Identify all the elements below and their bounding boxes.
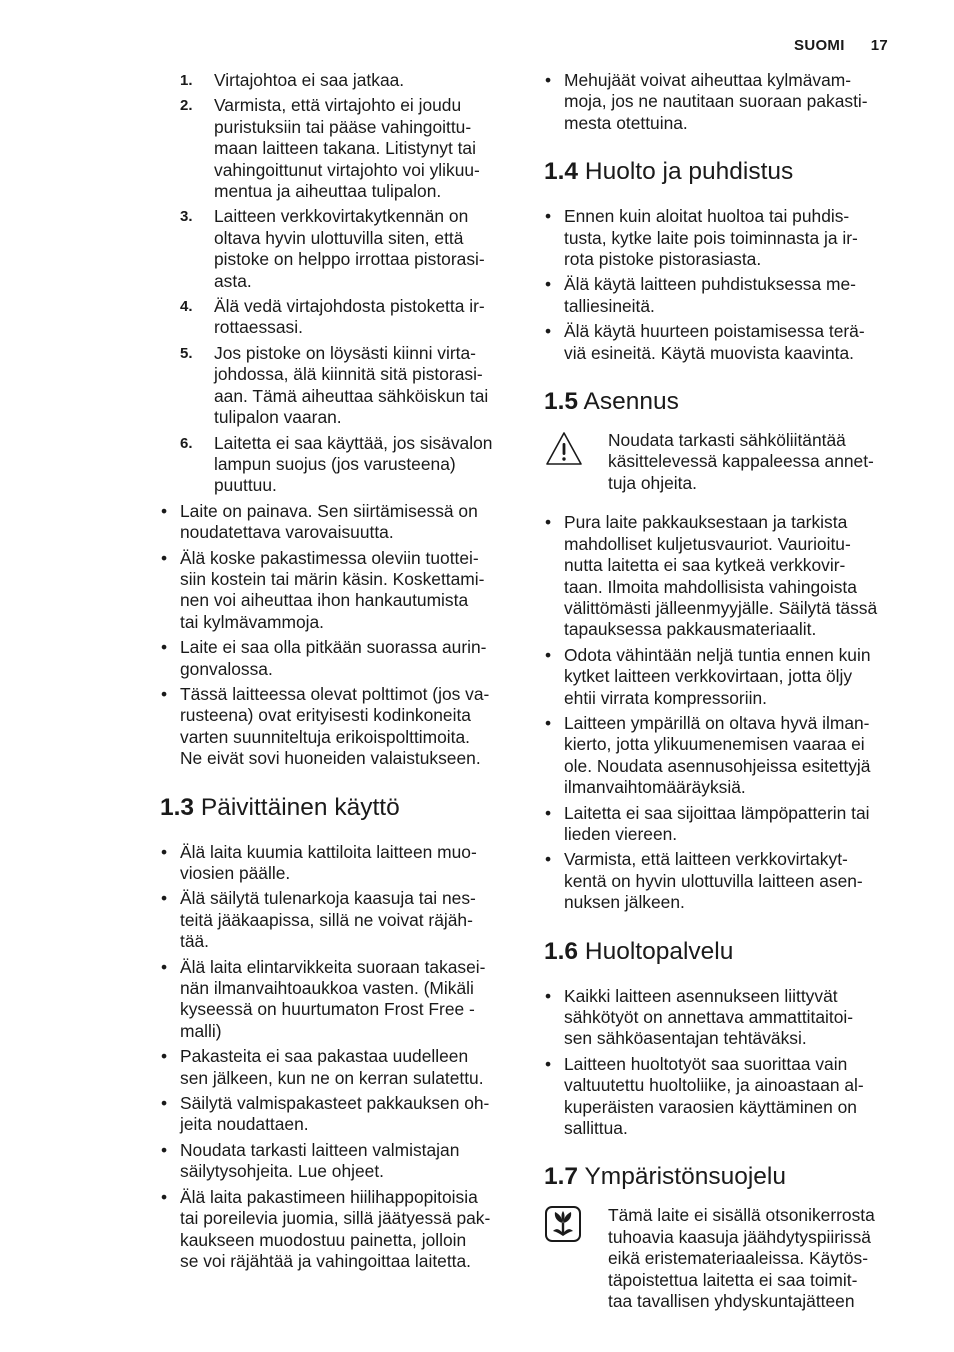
- list-item: • Odota vähintään neljä tuntia ennen kuin kytket laitteen verkkovirtaan, jotta öljy ehtii virrata kompressoriin.: [545, 644, 871, 708]
- bullet-list: [544, 206, 894, 364]
- list-item: • Noudata tarkasti laitteen valmistajan säilytysohjeita. Lue ohjeet.: [161, 1139, 460, 1182]
- list-item: • Mehujäät voivat aiheuttaa kylmävam- moja, jos ne nautitaan suoraan pakasti- mesta otettuina.: [545, 70, 868, 133]
- warning-note: Noudata tarkasti sähköliitäntää käsittelevessä kappaleessa annet- tuja ohjeita.: [544, 430, 894, 494]
- warning-triangle-icon: [544, 430, 584, 473]
- list-item: • Älä käytä laitteen puhdistuksessa me- talliesineitä.: [545, 274, 856, 316]
- list-item: • Laite ei saa olla pitkään suorassa aurin- gonvalossa.: [161, 637, 487, 679]
- section-heading-1-6: 1.6 Huoltopalvelu: [544, 937, 734, 965]
- section-heading-1-5: 1.5 Asennus: [544, 388, 679, 416]
- bullet-list: [160, 501, 510, 770]
- numbered-item: 6. Laitetta ei saa käyttää, jos sisävalon lampun suojus (jos varusteena) puuttuu.: [180, 432, 493, 496]
- list-item: • Älä laita pakastimeen hiilihappopitoisia tai poreilevia juomia, sillä jäätyessä pak- kaukseen muodostuu painetta, jolloin se voi räjähtää ja vahingoittaa laitetta.: [161, 1186, 491, 1271]
- section-heading-1-4: 1.4 Huolto ja puhdistus: [544, 158, 794, 186]
- list-item: • Älä käytä huurteen poistamisessa terä- viä esineitä. Käytä muovista kaavinta.: [545, 321, 865, 363]
- list-item: • Tässä laitteessa olevat polttimot (jos va- rusteena) ovat erityisesti kodinkoneita varten suunniteltuja erikoispolttimoita. Ne eivät sovi huoneiden valaistukseen.: [161, 683, 490, 769]
- numbered-item: 3. Laitteen verkkovirtakytkennän on oltava hyvin ulottuvilla siten, että pistoke on helppo irrottaa pistorasi- asta.: [180, 206, 485, 291]
- numbered-item: 5. Jos pistoke on löysästi kiinni virta- johdossa, älä kiinnitä sitä pistorasi- aan. Tämä aiheuttaa sähköiskun tai tulipalon vaaran.: [180, 342, 489, 428]
- list-item: • Pura laite pakkauksestaan ja tarkista mahdolliset kuljetusvauriot. Vaurioitu- nutta laitetta ei saa kytkeä verkkovir- taan. Ilmoita mahdollisista vahingoista välittömästi jälleenmyyjälle. Säilytä tässä tapauksessa pakkausmateriaalit.: [545, 512, 878, 640]
- right-column: [544, 70, 894, 1312]
- list-item: • Laitteen ympärillä on oltava hyvä ilman- kierto, jotta ylikuumenemisen vaaraa ei ole. Noudata asennusohjeissa esitettyjä ilmanvaihtomääräyksiä.: [545, 712, 871, 798]
- section-heading-1-3: 1.3 Päivittäinen käyttö: [160, 793, 400, 821]
- list-item: • Älä säilytä tulenarkoja kaasuja tai nes- teitä jääkaapissa, sillä ne voivat räjäh- tää.: [161, 888, 476, 952]
- list-item: • Kaikki laitteen asennukseen liittyvät sähkötyöt on annettava ammattitaitoi- sen sähköasentajan tehtäväksi.: [545, 985, 854, 1049]
- page-number: 17: [870, 37, 888, 54]
- list-item: • Ennen kuin aloitat huoltoa tai puhdis- tusta, kytke laite pois toiminnasta ja ir- rota pistoke pistorasiasta.: [545, 206, 858, 270]
- list-item: • Laitteen huoltotyöt saa suorittaa vain valtuutettu huoltoliike, ja ainoastaan al- kuperäisten varaosien käyttäminen on sallittua.: [545, 1053, 864, 1139]
- language-label: SUOMI: [794, 37, 845, 54]
- numbered-list: [160, 70, 510, 497]
- numbered-item: 1. Virtajohtoa ei saa jatkaa.: [180, 70, 405, 90]
- list-item: • Älä laita kuumia kattiloita laitteen muo- viosien päälle.: [161, 841, 477, 883]
- list-item: • Älä laita elintarvikkeita suoraan takasei- nän ilmanvaihtoaukkoa vasten. (Mikäli kyseessä on huurtumaton Frost Free - malli): [161, 956, 486, 1041]
- eco-plant-icon: [544, 1205, 582, 1248]
- numbered-item: 4. Älä vedä virtajohdosta pistoketta ir- rottaessasi.: [180, 296, 485, 338]
- bullet-list: [544, 512, 894, 913]
- page-header: [794, 37, 888, 54]
- list-item: • Laite on painava. Sen siirtämisessä on noudatettava varovaisuutta.: [161, 500, 478, 543]
- list-item: • Älä koske pakastimessa oleviin tuottei- siin kostein tai märin käsin. Koskettami- nen voi aiheuttaa ihon hankautumista tai kylmävammoja.: [161, 547, 485, 632]
- list-item: • Pakasteita ei saa pakastaa uudelleen sen jälkeen, kun ne on kerran sulatettu.: [161, 1046, 484, 1088]
- list-item: • Varmista, että laitteen verkkovirtakyt- kentä on hyvin ulottuvilla laitteen asen- nuksen jälkeen.: [545, 849, 863, 913]
- list-item: • Laitetta ei saa sijoittaa lämpöpatterin tai lieden viereen.: [545, 802, 870, 844]
- section-heading-1-7: 1.7 Ympäristönsuojelu: [544, 1163, 786, 1191]
- eco-note: Tämä laite ei sisällä otsonikerrosta tuhoavia kaasuja jäähdytyspiirissä eikä eristemateriaaleissa. Käytös- täpoistettua laitetta ei saa toimit- taa tavallisen yhdyskuntajätteen: [544, 1205, 894, 1312]
- bullet-list: [160, 842, 510, 1273]
- numbered-item: 2. Varmista, että virtajohto ei joudu puristuksiin tai pääse vahingoittu- maan laitteen takana. Litistynyt tai vahingoittunut virtajohto voi ylikuu- mentua ja aiheuttaa tulipalon.: [180, 95, 480, 202]
- bullet-list: [544, 986, 894, 1140]
- left-column: [160, 70, 510, 1276]
- list-item: • Säilytä valmispakasteet pakkauksen oh- jeita noudattaen.: [161, 1093, 490, 1135]
